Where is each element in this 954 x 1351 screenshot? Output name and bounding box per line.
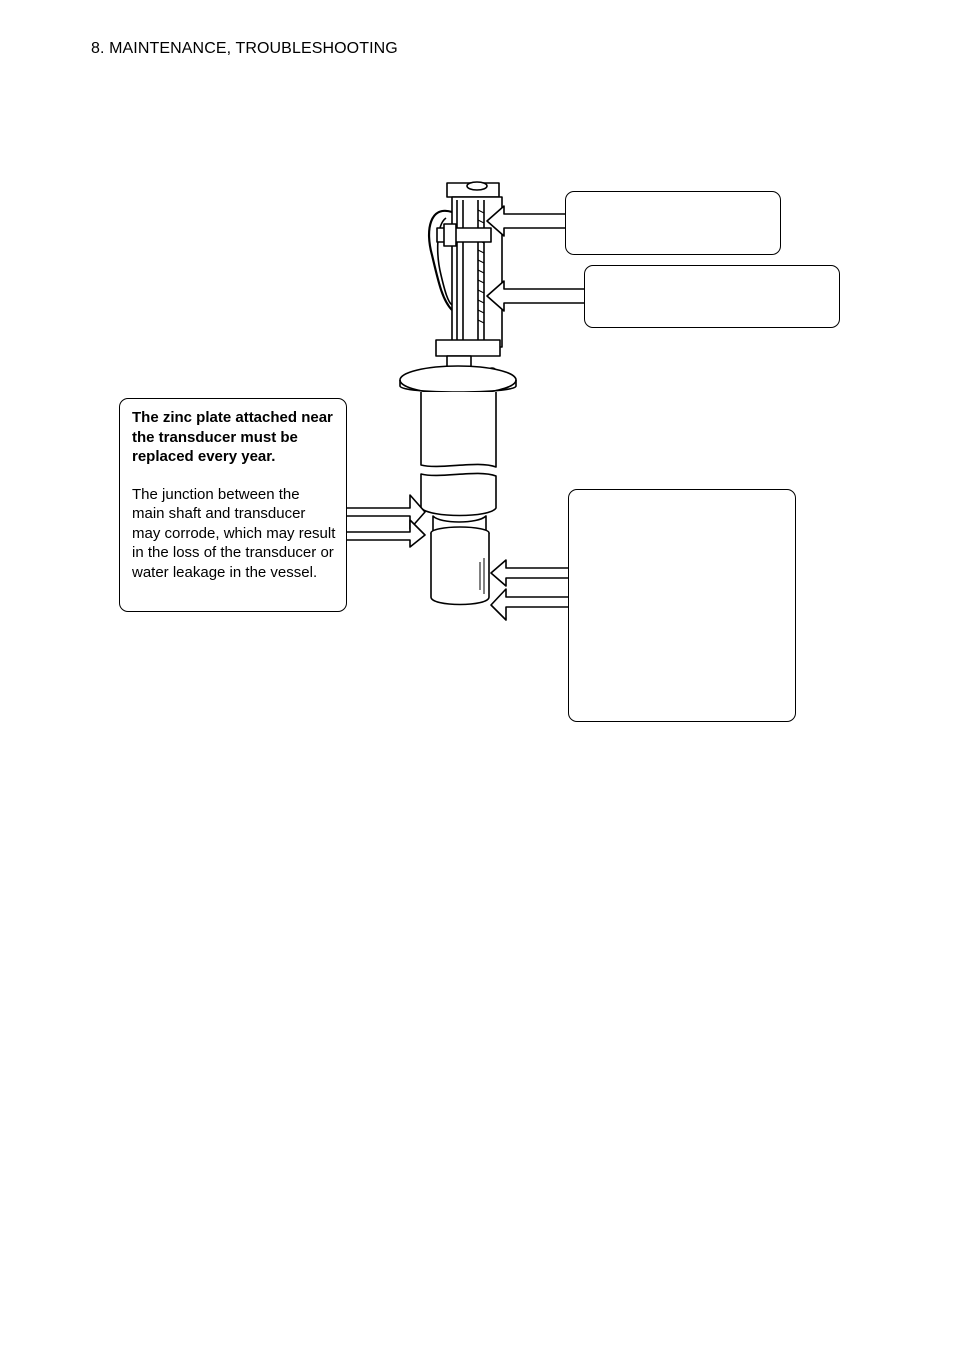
arrow-right-2 xyxy=(491,589,568,620)
arrow-right-1 xyxy=(491,560,568,586)
callout-box-top-1 xyxy=(565,191,781,255)
callout-box-top-2 xyxy=(584,265,840,328)
callout-box-right xyxy=(568,489,796,722)
main-shaft-upper xyxy=(421,392,496,467)
arrow-top-1 xyxy=(487,206,565,236)
zinc-warning-text: The zinc plate attached near the transducer must be replaced every year. xyxy=(132,409,333,465)
page-header: 8. MAINTENANCE, TROUBLESHOOTING xyxy=(91,40,398,57)
zinc-plate-callout xyxy=(119,398,347,612)
corrosion-note-text: The junction between the main shaft and transducer may corrode, which may result in the loss of the transducer or water leakage in the vessel. xyxy=(132,485,336,581)
main-shaft-lower xyxy=(421,473,496,515)
arrow-top-2 xyxy=(487,281,584,311)
arrow-left-2 xyxy=(347,520,425,547)
